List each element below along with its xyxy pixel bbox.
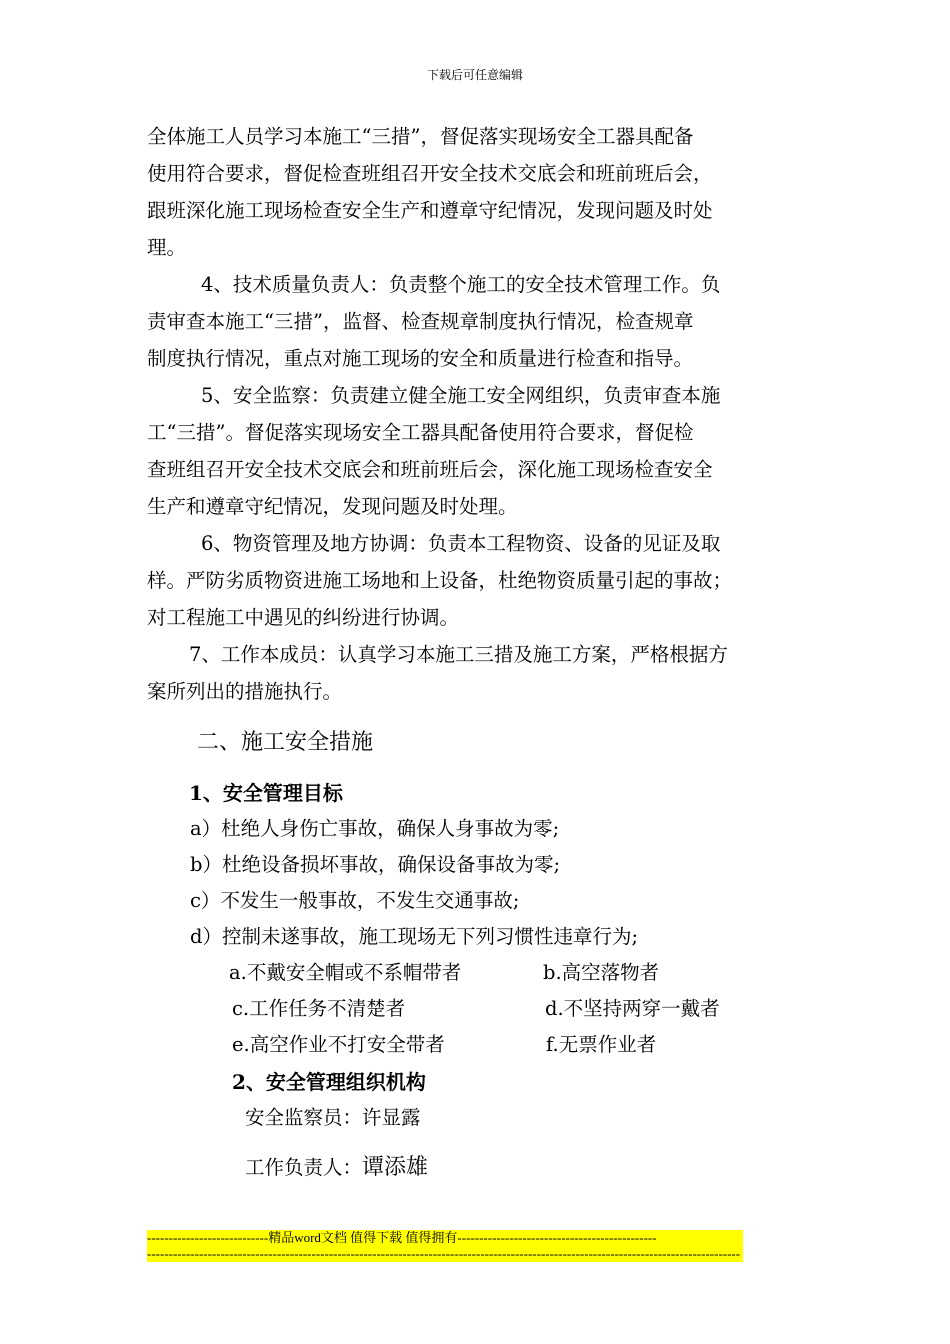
violation-item-d: d.不坚持两穿一戴者 (545, 997, 720, 1020)
violation-item-e: e.高空作业不打安全带者 (232, 1033, 445, 1056)
page-header: 下载后可任意编辑 (426, 68, 523, 82)
work-leader (245, 1150, 428, 1181)
work-leader-label: 工作负责人： (245, 1156, 363, 1179)
work-leader-name: 谭添雄 (362, 1155, 429, 1180)
footer-banner-line1: ----------------------------精品word文档 值得下载 值得拥有---------------------------------------------- (147, 1230, 743, 1246)
paragraph-work-members (147, 636, 812, 710)
text-line: 制度执行情况，重点对施工现场的安全和质量进行检查和指导。 (147, 347, 694, 370)
paragraph-safety-supervision (147, 377, 812, 525)
violation-item-b: b.高空落物者 (543, 961, 660, 984)
paragraph-technical-quality-lead (147, 266, 812, 377)
paragraph-duties-continued (147, 118, 812, 266)
subsection-title-safety-goals: 1、安全管理目标 (189, 781, 343, 805)
violation-item-a: a.不戴安全帽或不系帽带者 (229, 961, 462, 984)
violation-item-f: f.无票作业者 (546, 1033, 657, 1056)
text-line: 使用符合要求，督促检查班组召开安全技术交底会和班前班后会， (147, 162, 713, 185)
text-line: 全体施工人员学习本施工“三措”，督促落实现场安全工器具配备 (147, 125, 694, 148)
text-line: 对工程施工中遇见的纠纷进行协调。 (147, 606, 460, 629)
paragraph-material-management (147, 525, 812, 636)
text-line: 5、安全监察：负责建立健全施工安全网组织，负责审查本施 (201, 384, 721, 407)
text-line: 案所列出的措施执行。 (147, 680, 343, 703)
text-line: 理。 (147, 236, 187, 259)
safety-inspector: 安全监察员：许显露 (245, 1106, 421, 1129)
text-line: 责审查本施工“三措”，监督、检查规章制度执行情况，检查规章 (147, 310, 694, 333)
text-line: 生产和遵章守纪情况，发现问题及时处理。 (147, 495, 518, 518)
violation-item-c: c.工作任务不清楚者 (232, 997, 406, 1020)
goal-item-c: c）不发生一般事故，不发生交通事故; (190, 889, 520, 912)
goal-item-a: a）杜绝人身伤亡事故，确保人身事故为零; (190, 817, 560, 840)
goal-item-d: d）控制未遂事故，施工现场无下列习惯性违章行为; (190, 925, 639, 948)
text-line: 跟班深化施工现场检查安全生产和遵章守纪情况，发现问题及时处 (147, 199, 713, 222)
subsection-title-organization: 2、安全管理组织机构 (232, 1070, 426, 1094)
text-line: 7、工作本成员：认真学习本施工三措及施工方案，严格根据方 (189, 643, 728, 666)
section-title-safety-measures: 二、施工安全措施 (197, 730, 374, 755)
footer-banner-line2: ----------------------------------------------------------------------------------------------------------------------------------------- (147, 1246, 743, 1262)
text-line: 6、物资管理及地方协调：负责本工程物资、设备的见证及取 (201, 532, 721, 555)
text-line: 4、技术质量负责人：负责整个施工的安全技术管理工作。负 (201, 273, 721, 296)
text-line: 工“三措”。督促落实现场安全工器具配备使用符合要求，督促检 (147, 421, 694, 444)
goal-item-b: b）杜绝设备损坏事故，确保设备事故为零; (190, 853, 561, 876)
text-line: 样。严防劣质物资进施工场地和上设备，杜绝物资质量引起的事故； (147, 569, 733, 592)
text-line: 查班组召开安全技术交底会和班前班后会，深化施工现场检查安全 (147, 458, 713, 481)
